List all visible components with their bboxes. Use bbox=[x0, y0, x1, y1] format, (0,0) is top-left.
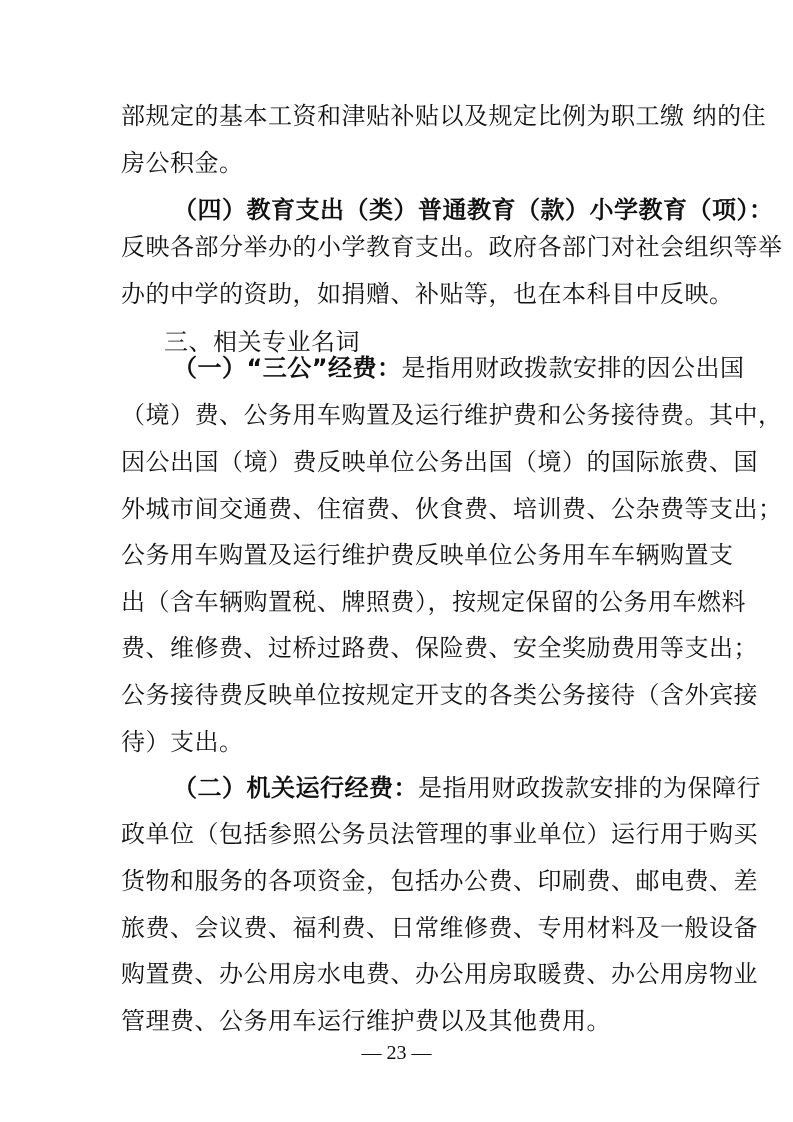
paragraph-line: 旅费、会议费、福利费、日常维修费、专用材料及一般设备 bbox=[121, 914, 758, 942]
paragraph-line: 待）支出。 bbox=[121, 728, 244, 756]
page-number: — 23 — bbox=[361, 1042, 432, 1064]
term-three-public-first-line bbox=[173, 353, 745, 383]
section-heading-terms: 三、相关专业名词 bbox=[164, 328, 360, 356]
term-text-three-public: 是指用财政拨款安排的因公出国 bbox=[401, 354, 745, 382]
paragraph-line: 出（含车辆购置税、牌照费），按规定保留的公务用车燃料 bbox=[121, 588, 746, 616]
paragraph-line: 费、维修费、过桥过路费、保险费、安全奖励费用等支出； bbox=[121, 634, 758, 662]
term-label-agency: （二）机关运行经费： bbox=[173, 774, 418, 802]
paragraph-line: （境）费、公务用车购置及运行维护费和公务接待费。其中， bbox=[121, 401, 783, 429]
paragraph-line: 办的中学的资助，如捐赠、补贴等，也在本科目中反映。 bbox=[121, 280, 734, 308]
paragraph-line: 公务接待费反映单位按规定开支的各类公务接待（含外宾接 bbox=[121, 681, 758, 709]
paragraph-line: 政单位（包括参照公务员法管理的事业单位）运行用于购买 bbox=[121, 820, 758, 848]
paragraph-line: 外城市间交通费、住宿费、伙食费、培训费、公杂费等支出； bbox=[121, 495, 783, 523]
term-label-three-public: （一）“三公”经费： bbox=[173, 354, 402, 382]
paragraph-line: 部规定的基本工资和津贴补贴以及规定比例为职工缴 纳的住 bbox=[121, 102, 767, 130]
paragraph-line: 因公出国（境）费反映单位公务出国（境）的国际旅费、国 bbox=[121, 448, 758, 476]
paragraph-line: 管理费、公务用车运行维护费以及其他费用。 bbox=[121, 1007, 611, 1035]
term-text-agency: 是指用财政拨款安排的为保障行 bbox=[418, 774, 761, 802]
paragraph-line: 公务用车购置及运行维护费反映单位公务用车车辆购置支 bbox=[121, 541, 734, 569]
paragraph-line: 反映各部分举办的小学教育支出。政府各部门对社会组织等举 bbox=[121, 233, 783, 261]
paragraph-line: 货物和服务的各项资金，包括办公费、印刷费、邮电费、差 bbox=[121, 867, 758, 895]
paragraph-line: 房公积金。 bbox=[121, 149, 244, 177]
paragraph-line: 购置费、办公用房水电费、办公用房取暖费、办公用房物业 bbox=[121, 960, 758, 988]
section-heading-education: （四）教育支出（类）普通教育（款）小学教育（项）： bbox=[173, 196, 774, 224]
term-agency-first-line bbox=[173, 773, 761, 803]
